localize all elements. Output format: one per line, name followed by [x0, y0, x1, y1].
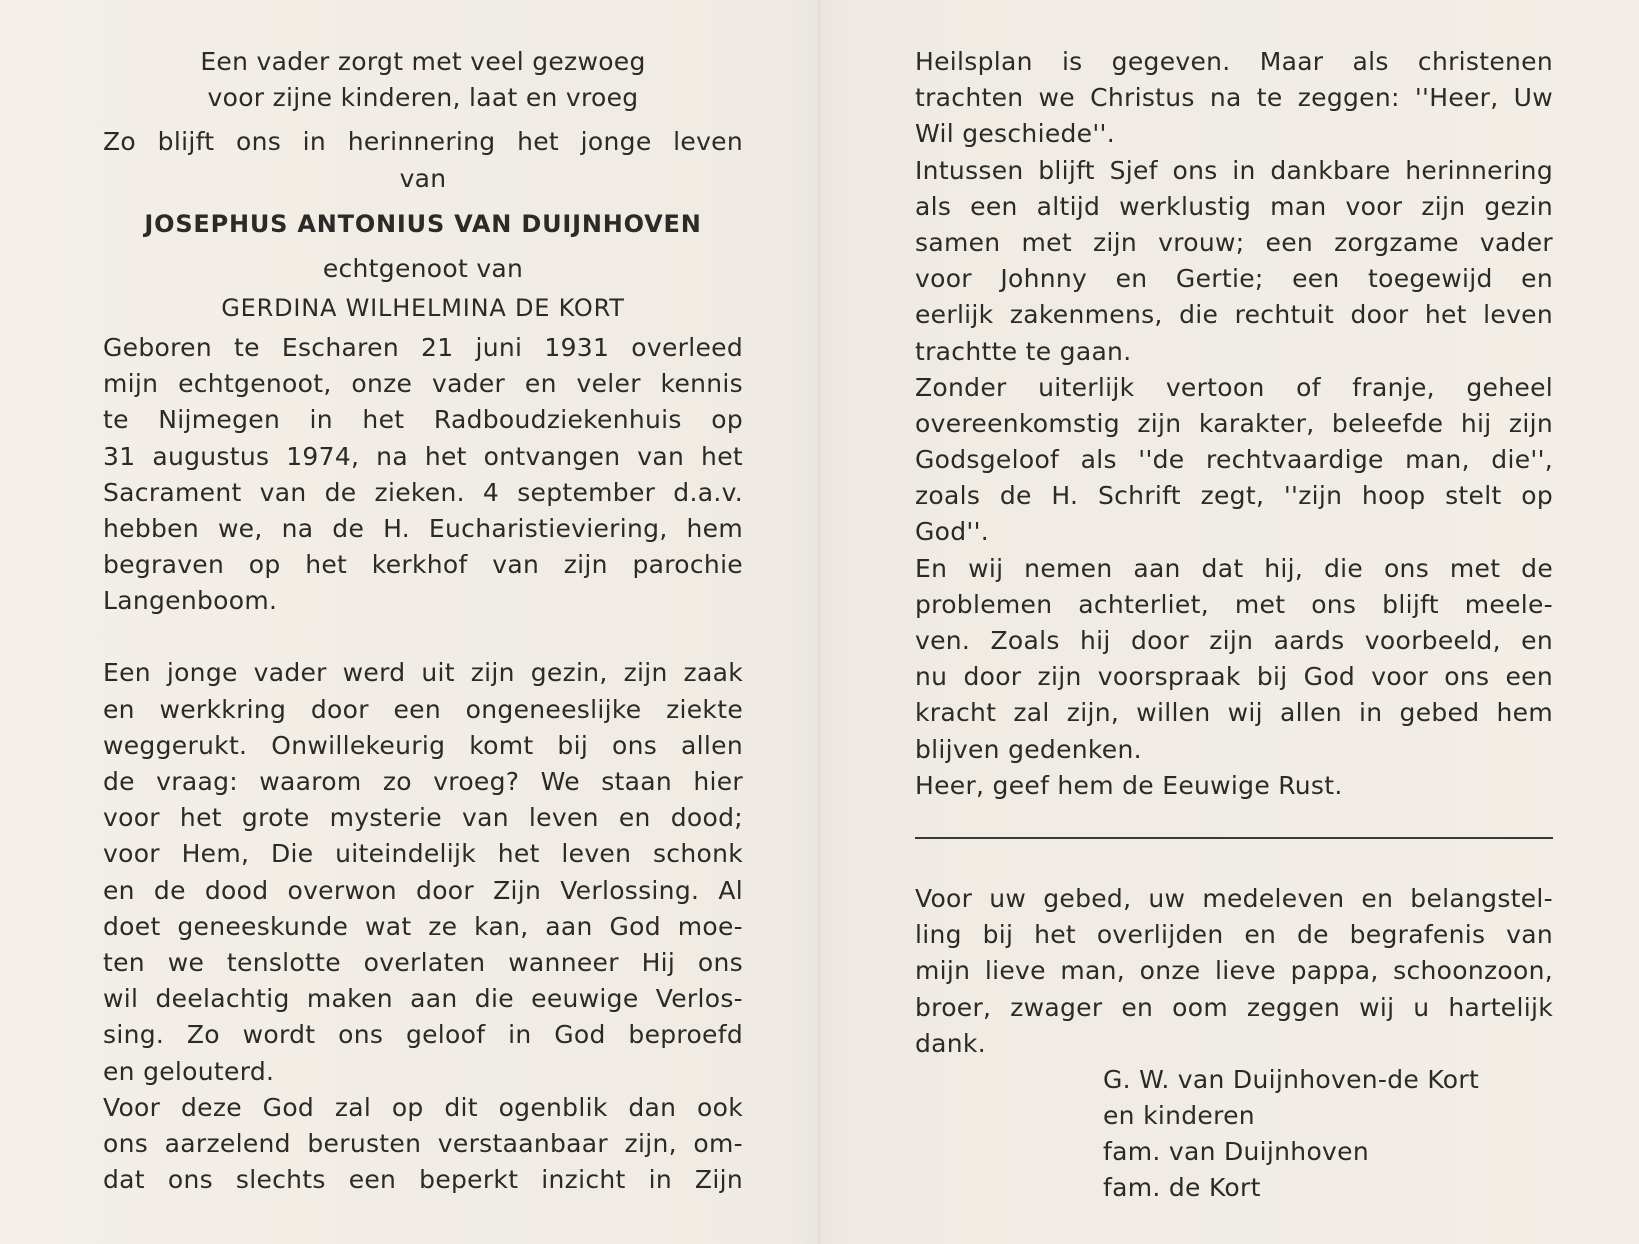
right-panel — [915, 44, 1553, 1207]
reflection-line: eerlijk zakenmens, die rechtuit door het leven — [915, 300, 1553, 330]
reflection-line: voor Johnny en Gertie; een toegewijd en — [915, 264, 1553, 294]
reflection-line: voor Hem, Die uiteindelijk het leven schonk — [103, 839, 743, 869]
reflection-left — [103, 655, 743, 1198]
poem-line: Zo blijft ons in herinnering het jonge leven — [103, 127, 743, 157]
biography-line: Geboren te Escharen 21 juni 1931 overleed — [103, 332, 743, 362]
deceased-name: JOSEPHUS ANTONIUS VAN DUIJNHOVEN — [144, 209, 702, 238]
reflection-line: problemen achterliet, met ons blijft meele- — [915, 589, 1553, 619]
reflection-line: En wij nemen aan dat hij, die ons met de — [915, 553, 1553, 583]
reflection-line: Godsgeloof als ''de rechtvaardige man, die'', — [915, 445, 1553, 475]
thanks-line: ling bij het overlijden en de begrafenis van — [915, 920, 1553, 950]
reflection-line: voor het grote mysterie van leven en dood; — [103, 803, 743, 833]
reflection-line: weggerukt. Onwillekeurig komt bij ons allen — [103, 730, 743, 760]
biography-line: te Nijmegen in het Radboudziekenhuis op — [103, 405, 743, 435]
reflection-line: en gelouterd. — [103, 1056, 275, 1086]
closing-prayer: Heer, geef hem de Eeuwige Rust. — [915, 770, 1343, 800]
reflection-line: Wil geschiede''. — [915, 119, 1115, 149]
reflection-line: dat ons slechts een beperkt inzicht in Zijn — [103, 1165, 743, 1195]
biography-line: hebben we, na de H. Eucharistieviering, hem — [103, 513, 743, 543]
reflection-line: Voor deze God zal op dit ogenblik dan ook — [103, 1092, 743, 1122]
reflection-line: Een jonge vader werd uit zijn gezin, zijn zaak — [103, 658, 743, 688]
reflection-line: trachten we Christus na te zeggen: ''Heer, Uw — [915, 83, 1553, 113]
reflection-line: Intussen blijft Sjef ons in dankbare herinnering — [915, 155, 1553, 185]
reflection-line: doet geneeskunde wat ze kan, aan God moe- — [103, 911, 743, 941]
poem-line: Een vader zorgt met veel gezwoeg — [200, 47, 646, 76]
reflection-line: ons aarzelend berusten verstaanbaar zijn, om- — [103, 1128, 743, 1158]
poem-line: voor zijne kinderen, laat en vroeg — [207, 83, 639, 113]
card-fold — [818, 0, 820, 1244]
signature-line: fam. van Duijnhoven — [1103, 1137, 1369, 1167]
reflection-line: trachtte te gaan. — [915, 336, 1132, 366]
reflection-line: en de dood overwon door Zijn Verlossing. Al — [103, 875, 743, 905]
reflection-line: overeenkomstig zijn karakter, beleefde hij zijn — [915, 408, 1553, 438]
thanks-line: mijn lieve man, onze lieve pappa, schoonzoon, — [915, 956, 1553, 986]
thanks-line: dank. — [915, 1028, 986, 1058]
reflection-line: als een altijd werklustig man voor zijn gezin — [915, 191, 1553, 221]
spouse-intro: echtgenoot van — [322, 253, 524, 283]
reflection-line: Heilsplan is gegeven. Maar als christenen — [915, 47, 1553, 76]
reflection-line: samen met zijn vrouw; een zorgzame vader — [915, 227, 1553, 257]
signature-line: fam. de Kort — [1103, 1173, 1261, 1203]
thanks-message — [915, 881, 1553, 1062]
reflection-line: en werkkring door een ongeneeslijke ziekte — [103, 694, 743, 724]
reflection-line: wil deelachtig maken aan die eeuwige Verlos- — [103, 984, 743, 1014]
reflection-line: ven. Zoals hij door zijn aards voorbeeld, en — [915, 626, 1553, 655]
reflection-line: kracht zal zijn, willen wij allen in gebed hem — [915, 698, 1553, 728]
reflection-line: zoals de H. Schrift zegt, ''zijn hoop stelt op — [915, 481, 1553, 511]
signatures — [915, 1062, 1553, 1207]
spouse-name: GERDINA WILHELMINA DE KORT — [221, 293, 625, 322]
biography-line: begraven op het kerkhof van zijn parochie — [103, 550, 743, 580]
reflection-line: nu door zijn voorspraak bij God voor ons een — [915, 662, 1553, 692]
reflection-line: ten we tenslotte overlaten wanneer Hij ons — [103, 947, 743, 977]
thanks-line: broer, zwager en oom zeggen wij u hartelijk — [915, 992, 1553, 1022]
biography — [103, 330, 743, 620]
reflection-line: sing. Zo wordt ons geloof in God beproefd — [103, 1020, 743, 1050]
reflection-line: blijven gedenken. — [915, 734, 1142, 764]
signature-line: G. W. van Duijnhoven-de Kort — [1103, 1064, 1480, 1094]
thanks-line: Voor uw gebed, uw medeleven en belangstel- — [915, 883, 1553, 913]
biography-line: Langenboom. — [103, 586, 278, 616]
signature-line: en kinderen — [1103, 1101, 1255, 1131]
reflection-line: de vraag: waarom zo vroeg? We staan hier — [103, 767, 743, 796]
biography-line: 31 augustus 1974, na het ontvangen van het — [103, 441, 743, 471]
poem — [103, 44, 743, 197]
reflection-right — [915, 44, 1553, 804]
divider-rule — [915, 837, 1553, 839]
left-panel — [103, 44, 743, 1198]
reflection-line: Zonder uiterlijk vertoon of franje, geheel — [915, 372, 1553, 402]
biography-line: Sacrament van de zieken. 4 september d.a.v. — [103, 477, 743, 507]
poem-line: van — [399, 163, 447, 193]
biography-line: mijn echtgenoot, onze vader en veler kennis — [103, 369, 743, 399]
reflection-line: God''. — [915, 517, 990, 547]
